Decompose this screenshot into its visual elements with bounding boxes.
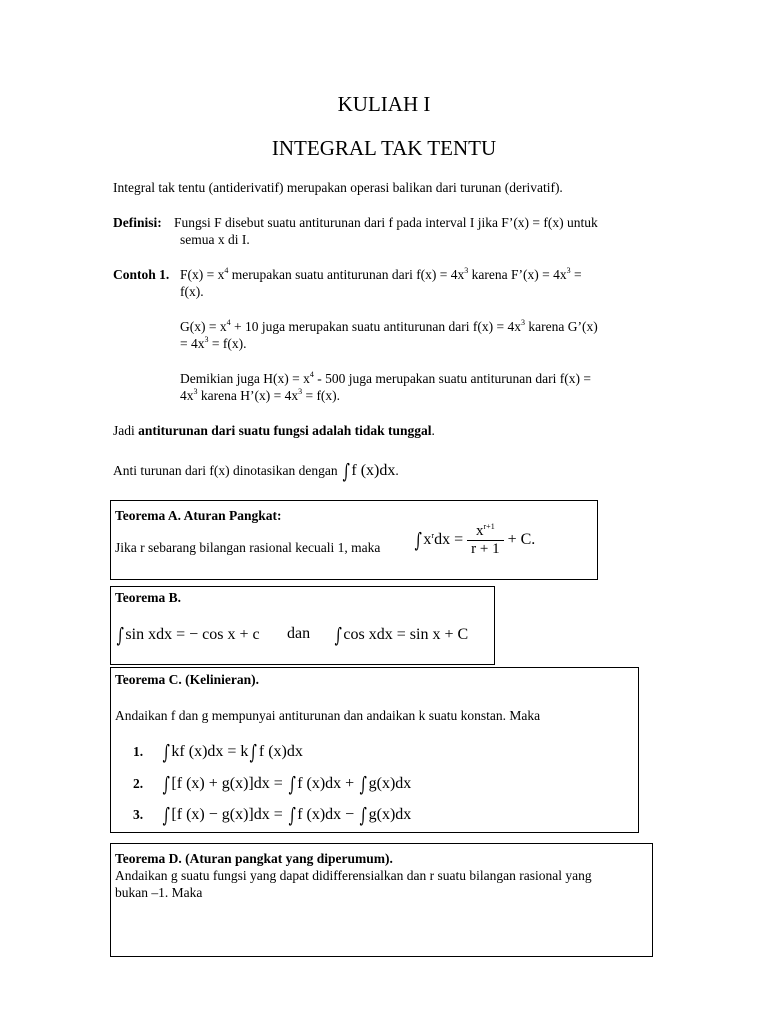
example-3-line-1: Demikian juga $H(x) = x^4 - 500$ juga merupakan suatu antiturunan dari f(x) =	[180, 370, 591, 386]
integral-icon: ∫	[359, 803, 368, 827]
theorem-c-box	[110, 667, 639, 833]
example-1-line-1: $F(x) = x^4$ merupakan suatu antiturunan dari $f(x) = 4x^3$ karena F’(x) = $4x^3$ =	[180, 266, 582, 282]
integral-icon: ∫	[250, 740, 258, 764]
integral-icon: ∫	[116, 623, 124, 647]
theorem-a-formula: $\int x^rdx$ = $\frac{x^{r+1}}{r + 1}$ + C.	[414, 522, 536, 557]
example-1-line-2: f(x).	[180, 284, 204, 299]
integral-icon: ∫	[359, 772, 368, 796]
example-3-line-2: $4x^3$ karena H’(x) = $4x^3 = f(x)$.	[180, 387, 341, 403]
example-2-line-2: = $4x^3 = f(x)$.	[180, 335, 247, 351]
theorem-c-text: Andaikan f dan g mempunyai antiturunan dan andaikan k suatu konstan. Maka	[115, 708, 541, 723]
conclusion: Jadi antiturunan dari suatu fungsi adalah tidak tunggal.	[113, 423, 435, 438]
theorem-a-title: Teorema A. Aturan Pangkat:	[115, 508, 282, 523]
integral-icon: ∫	[288, 772, 296, 796]
theorem-d-box	[110, 843, 653, 957]
integral-icon: ∫	[162, 803, 170, 827]
theorem-b-formula-2: ∫cos xdx = sin x + C	[334, 623, 469, 647]
theorem-b-formula-1: ∫sin xdx = − cos x + c	[116, 623, 260, 647]
integral-icon: ∫	[342, 459, 350, 483]
page-title: INTEGRAL TAK TENTU	[271, 136, 497, 160]
theorem-d-line-2: bukan –1. Maka	[115, 885, 203, 900]
lecture-title: KULIAH I	[337, 92, 431, 116]
integral-icon: ∫	[414, 528, 422, 553]
theorem-a-text: Jika r sebarang bilangan rasional kecuali 1, maka	[115, 540, 381, 555]
theorem-d-title: Teorema D. (Aturan pangkat yang diperumum).	[115, 851, 393, 866]
theorem-b-title: Teorema B.	[115, 590, 181, 605]
theorem-c-item-2: 2. ∫[f (x) + g(x)]dx = ∫f (x)dx + ∫g(x)dx	[133, 772, 412, 796]
integral-icon: ∫	[162, 740, 170, 764]
integral-icon: ∫	[334, 623, 342, 647]
notation-line: Anti turunan dari f(x) dinotasikan dengan ∫f (x)dx.	[113, 459, 399, 483]
theorem-c-title: Teorema C. (Kelinieran).	[115, 672, 259, 687]
example-2-line-1: $G(x) = x^4 + 10$ juga merupakan suatu antiturunan dari $f(x) = 4x^3$ karena G’(x)	[180, 318, 598, 334]
integral-icon: ∫	[162, 772, 170, 796]
theorem-b-dan: dan	[287, 625, 311, 642]
theorem-c-item-1: 1. ∫kf (x)dx = k∫f (x)dx	[133, 740, 303, 764]
theorem-b-box	[110, 586, 495, 665]
definition-line-2: semua x di I.	[180, 232, 250, 247]
definition-line-1: Fungsi F disebut suatu antiturunan dari f pada interval I jika F’(x) = f(x) untuk	[174, 215, 598, 230]
intro-paragraph: Integral tak tentu (antiderivatif) merupakan operasi balikan dari turunan (derivatif).	[113, 180, 563, 195]
fraction: $\frac{x^{r+1}}{r + 1}$	[467, 523, 503, 558]
theorem-d-line-1: Andaikan g suatu fungsi yang dapat didifferensialkan dan r suatu bilangan rasional yang	[115, 868, 592, 883]
example-label: Contoh 1.	[113, 267, 170, 282]
definition-label: Definisi:	[113, 215, 162, 230]
integral-icon: ∫	[288, 803, 296, 827]
theorem-c-item-3: 3. ∫[f (x) − g(x)]dx = ∫f (x)dx − ∫g(x)dx	[133, 803, 412, 827]
theorem-a-box	[110, 500, 598, 580]
